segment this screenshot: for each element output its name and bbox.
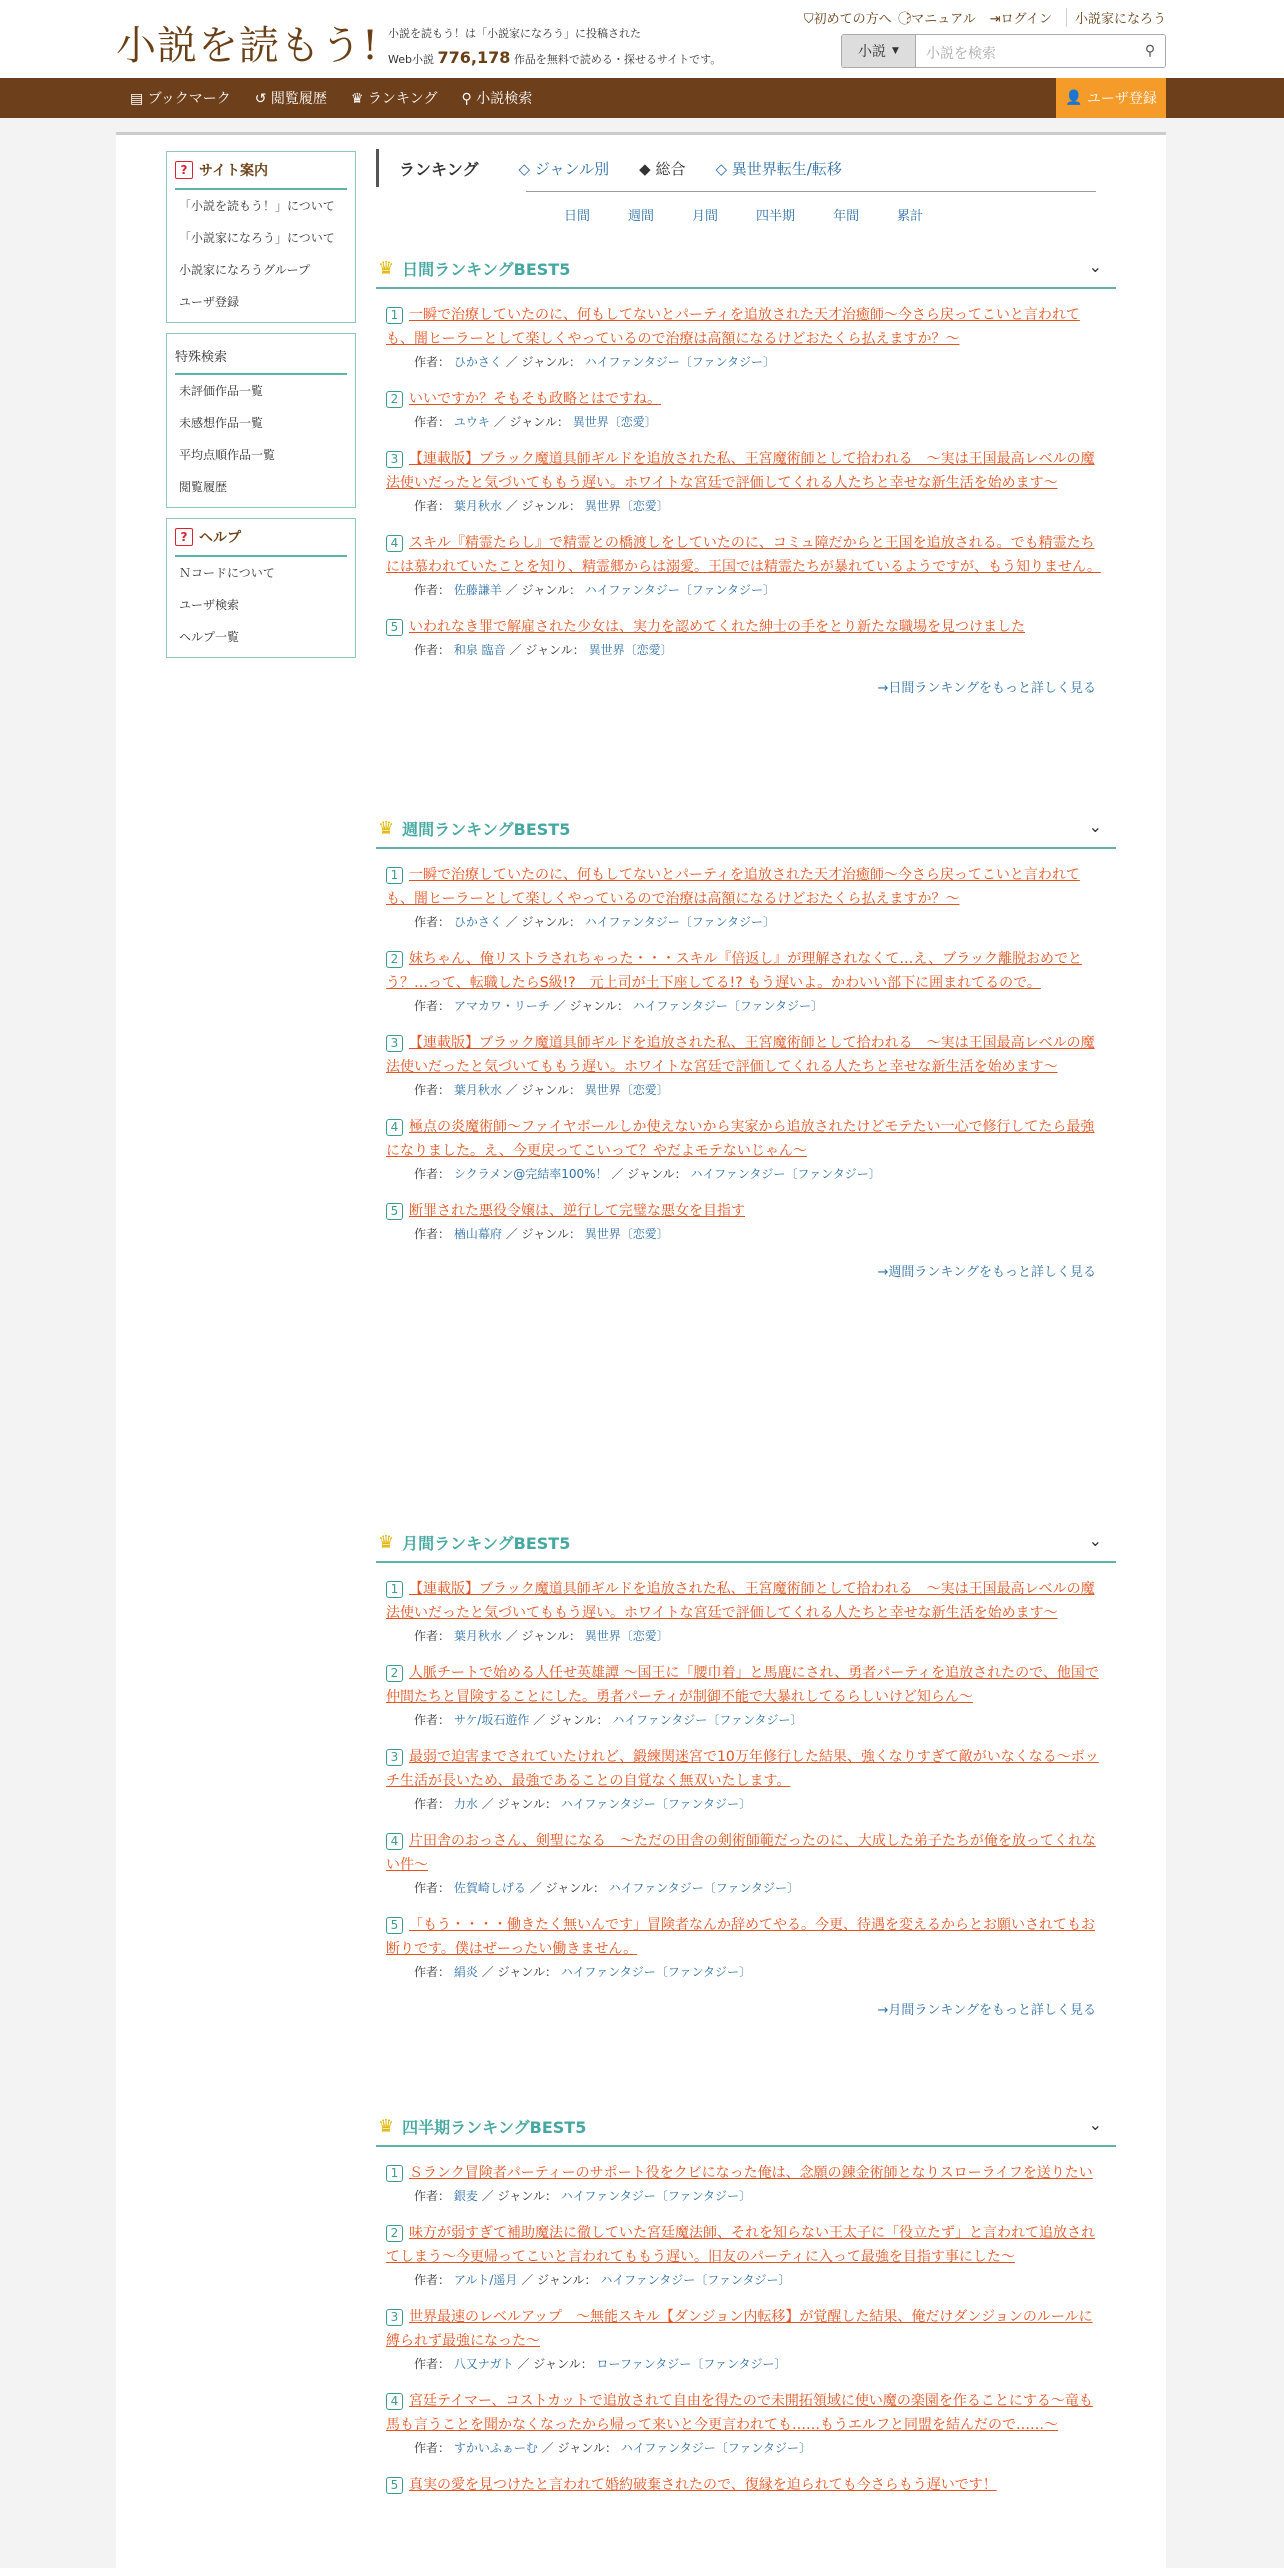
genre-label: ／ ジャンル： (521, 2273, 597, 2287)
entry-title[interactable]: 妹ちゃん、俺リストラされちゃった・・・スキル『倍返し』が理解されなくて…え、ブラック離脱おめでとう？…って、転職したらS級!? 元上司が土下座してる!? もう遅いよ。かわいい部下に囲まれてるので。 (386, 951, 1082, 991)
entry-title-link[interactable] (386, 303, 1106, 351)
search-button[interactable] (1135, 35, 1165, 67)
section-header[interactable] (376, 2107, 1116, 2147)
author-link[interactable]: アマカワ・リーチ (453, 999, 550, 1013)
entry-title[interactable]: 「もう・・・・働きたく無いんです」冒険者なんか辞めてやる。今更、待遇を変えるからとお願いされてもお断りです。僕はぜーったい働きません。 (386, 1917, 1095, 1957)
period-yearly[interactable]: 年間 (833, 209, 860, 224)
author-link[interactable]: すかいふぁーむ (453, 2441, 538, 2455)
genre-link[interactable]: 異世界〔恋愛〕 (584, 1629, 669, 1643)
entry-title[interactable]: 世界最速のレベルアップ ～無能スキル【ダンジョン内転移】が覚醒した結果、俺だけダンジョンのルールに縛られず最強になった～ (386, 2309, 1093, 2349)
genre-label: ／ ジャンル： (505, 1227, 581, 1241)
period-total[interactable]: 累計 (897, 209, 924, 224)
genre-link[interactable]: ハイファンタジー〔ファンタジー〕 (600, 2273, 791, 2287)
entry-title[interactable]: いわれなき罪で解雇された少女は、実力を認めてくれた紳士の手をとり新たな職場を見つけました (409, 619, 1025, 635)
chevron-down-icon[interactable]: ⌄ (1088, 1531, 1102, 1550)
period-weekly[interactable]: 週間 (628, 209, 655, 224)
rank-badge: 5 (386, 619, 403, 636)
tab-overall[interactable]: ◆ 総合 (639, 159, 686, 178)
section-title: 四半期ランキングBEST5 (402, 2117, 587, 2137)
search-box (841, 34, 1166, 68)
help-circle-icon: ?⃝ (905, 12, 912, 27)
entry-meta (386, 495, 1106, 517)
chevron-down-icon[interactable]: ⌄ (1088, 817, 1102, 836)
history-icon: ↺ (254, 91, 267, 107)
rank-badge: 5 (386, 1917, 403, 1934)
author-label: 作者： (414, 355, 451, 369)
author-label: 作者： (414, 1713, 451, 1727)
crown-icon: ♛ (378, 1531, 395, 1553)
entry-meta (386, 1223, 1106, 1245)
genre-label: ／ ジャンル： (529, 1881, 605, 1895)
author-label: 作者： (414, 643, 451, 657)
entry-meta (386, 1079, 1106, 1101)
entry-title-link[interactable] (386, 1745, 1106, 1793)
tagline-suffix: 作品を無料で読める・探せるサイトです。 (513, 53, 722, 66)
ranking-entry (376, 303, 1116, 373)
search-input[interactable]: 小説を検索 (916, 35, 1135, 67)
rank-badge: 2 (386, 951, 403, 968)
ranking-entry (376, 863, 1116, 933)
genre-label: ／ ジャンル： (611, 1167, 687, 1181)
genre-link[interactable]: ローファンタジー〔ファンタジー〕 (596, 2357, 787, 2371)
ranking-main (376, 149, 1116, 2493)
author-label: 作者： (414, 1227, 451, 1241)
entry-meta (386, 1163, 1106, 1185)
sidebar-item-average[interactable]: 平均点順作品一覧 (179, 448, 276, 462)
genre-link[interactable]: ハイファンタジー〔ファンタジー〕 (690, 1167, 881, 1181)
search-type-select[interactable]: 小説 ▼ (842, 35, 916, 67)
entry-title[interactable]: いいですか？そもそも政略とはですね。 (409, 391, 661, 407)
author-label: 作者： (414, 1965, 451, 1979)
entry-meta (386, 1793, 1106, 1815)
ranking-entry (376, 2161, 1116, 2207)
author-link[interactable]: 楢山幕府 (453, 1227, 502, 1241)
entry-title[interactable]: 断罪された悪役令嬢は、逆行して完璧な悪女を目指す (409, 1203, 745, 1219)
ranking-entry (376, 531, 1116, 601)
sidebar-item-ncode[interactable]: Ｎコードについて (179, 566, 275, 580)
entry-title-link[interactable] (386, 2161, 1106, 2185)
period-daily[interactable]: 日間 (564, 209, 591, 224)
entry-title[interactable]: 片田舎のおっさん、剣聖になる ～ただの田舎の剣術師範だったのに、大成した弟子たちが俺を放ってくれない件～ (386, 1833, 1096, 1873)
sidebar-item-group[interactable]: 小説家になろうグループ (179, 263, 311, 277)
entry-title-link[interactable] (386, 1829, 1106, 1877)
genre-label: ／ ジャンル： (553, 999, 629, 1013)
rank-badge: 4 (386, 2393, 403, 2410)
page-title: ランキング (399, 159, 479, 179)
author-link[interactable]: アルト/遥月 (453, 2273, 518, 2287)
site-guide-title: ? サイト案内 (175, 152, 347, 190)
rank-badge: 2 (386, 1665, 403, 1682)
chevron-down-icon[interactable]: ⌄ (1088, 2115, 1102, 2134)
entry-title[interactable]: 【連載版】ブラック魔道具師ギルドを追放された私、王宮魔術師として拾われる ～実は王国最高レベルの魔法使いだったと気づいてももう遅い。ホワイトな宮廷で評価してくれる人たちと幸せな新生活を始めます～ (386, 451, 1095, 491)
genre-link[interactable]: ハイファンタジー〔ファンタジー〕 (560, 1797, 751, 1811)
ranking-entry (376, 447, 1116, 517)
genre-link[interactable]: 異世界〔恋愛〕 (572, 415, 657, 429)
genre-label: ／ ジャンル： (505, 1083, 581, 1097)
entry-title-link[interactable] (386, 1913, 1106, 1961)
ranking-entry (376, 1115, 1116, 1185)
author-label: 作者： (414, 1083, 451, 1097)
rank-badge: 1 (386, 307, 403, 324)
rank-badge: 3 (386, 2309, 403, 2326)
rank-badge: 1 (386, 2165, 403, 2182)
ranking-entry (376, 1661, 1116, 1731)
help-title: ? ヘルプ (175, 519, 347, 557)
site-logo[interactable]: 小説を読もう! (116, 23, 380, 69)
user-icon: 👤 (1065, 90, 1087, 106)
entry-title-link[interactable] (386, 863, 1106, 911)
genre-label: ／ ジャンル： (533, 1713, 609, 1727)
entry-title-link[interactable] (386, 615, 1106, 639)
ranking-entry (376, 2305, 1116, 2375)
genre-label: ／ ジャンル： (505, 499, 581, 513)
rank-badge: 5 (386, 2477, 403, 2494)
ranking-entry (376, 2221, 1116, 2291)
author-link[interactable]: ユウキ (453, 415, 490, 429)
author-link[interactable]: サケ/坂石遊作 (453, 1713, 530, 1727)
header (0, 0, 1284, 78)
header-links (804, 8, 1166, 27)
rank-badge: 4 (386, 1119, 403, 1136)
genre-link[interactable]: ハイファンタジー〔ファンタジー〕 (584, 355, 775, 369)
rank-badge: 4 (386, 535, 403, 552)
entry-title-link[interactable] (386, 1115, 1106, 1163)
entry-title[interactable]: スキル『精霊たらし』で精霊との橋渡しをしていたのに、コミュ障だからと王国を追放される。でも精霊たちには慕われていたことを知り、精霊郷からは溺愛。王国では精霊たちが暴れているようですが、もう知りません。 (386, 535, 1101, 575)
author-link[interactable]: 絹炎 (453, 1965, 478, 1979)
genre-label: ／ ジャンル： (517, 2357, 593, 2371)
genre-label: ／ ジャンル： (509, 643, 585, 657)
ranking-entry (376, 1577, 1116, 1647)
entry-meta (386, 639, 1106, 661)
genre-label: ／ ジャンル： (493, 415, 569, 429)
ranking-section (376, 809, 1116, 1280)
entry-meta (386, 351, 1106, 373)
genre-link[interactable]: ハイファンタジー〔ファンタジー〕 (584, 583, 775, 597)
user-register-button[interactable]: 👤 ユーザ登録 (1056, 78, 1166, 118)
genre-link[interactable]: ハイファンタジー〔ファンタジー〕 (560, 1965, 751, 1979)
section-header[interactable] (376, 249, 1116, 289)
rank-badge: 3 (386, 1749, 403, 1766)
caret-down-icon: ▼ (892, 46, 899, 56)
entry-title-link[interactable] (386, 1199, 1106, 1223)
genre-label: ／ ジャンル： (541, 2441, 617, 2455)
entry-title-link[interactable] (386, 2473, 1106, 2497)
tagline-line1: 小説を読もう！は「小説家になろう」に投稿された (388, 27, 641, 40)
tab-genre[interactable]: ◇ ジャンル別 (518, 159, 610, 178)
author-link[interactable]: 佐賀崎しげる (453, 1881, 526, 1895)
special-search-title: 特殊検索 (175, 334, 347, 375)
help-box (166, 518, 356, 658)
beginner-icon: ⛉ (803, 12, 814, 27)
nav-ranking[interactable]: ♛ ランキング (350, 91, 438, 107)
question-icon: ? (175, 528, 193, 546)
sidebar-item-unrated[interactable]: 未評価作品一覧 (179, 384, 264, 398)
special-search-box (166, 333, 356, 508)
question-icon: ? (175, 161, 193, 179)
author-link[interactable]: 銀麦 (453, 2189, 478, 2203)
entry-meta (386, 995, 1106, 1017)
entry-meta (386, 1625, 1106, 1647)
genre-link[interactable]: 異世界〔恋愛〕 (588, 643, 673, 657)
author-link[interactable]: 和泉 臨音 (453, 643, 506, 657)
search-icon: ⚲ (1144, 43, 1156, 59)
more-ranking-link[interactable]: →日間ランキングをもっと詳しく見る (877, 681, 1096, 696)
entry-title[interactable]: 【連載版】ブラック魔道具師ギルドを追放された私、王宮魔術師として拾われる ～実は王国最高レベルの魔法使いだったと気づいてももう遅い。ホワイトな宮廷で評価してくれる人たちと幸せな新生活を始めます～ (386, 1035, 1095, 1075)
entry-meta (386, 911, 1106, 933)
period-quarterly[interactable]: 四半期 (756, 209, 796, 224)
author-label: 作者： (414, 415, 451, 429)
section-title: 日間ランキングBEST5 (402, 259, 571, 279)
chevron-down-icon[interactable]: ⌄ (1088, 257, 1102, 276)
ranking-section (376, 249, 1116, 696)
entry-title[interactable]: 真実の愛を見つけたと言われて婚約破棄されたので、復縁を迫られても今さらもう遅いです！ (409, 2477, 997, 2493)
author-label: 作者： (414, 2357, 451, 2371)
tagline (388, 22, 721, 72)
rank-badge: 3 (386, 451, 403, 468)
author-label: 作者： (414, 2273, 451, 2287)
author-label: 作者： (414, 583, 451, 597)
genre-link[interactable]: ハイファンタジー〔ファンタジー〕 (608, 1881, 799, 1895)
entry-title-link[interactable] (386, 2221, 1106, 2269)
entry-title[interactable]: Ｓランク冒険者パーティーのサポート役をクビになった俺は、念願の錬金術師となりスローライフを送りたい (409, 2165, 1093, 2181)
ranking-entry (376, 1829, 1116, 1899)
entry-meta (386, 2437, 1106, 2459)
crown-icon: ♛ (350, 91, 364, 107)
author-link[interactable]: ひかさく (453, 915, 502, 929)
author-link[interactable]: 葉月秋水 (453, 1083, 502, 1097)
entry-title-link[interactable] (386, 387, 1106, 411)
rank-badge: 2 (386, 2225, 403, 2242)
period-links (376, 205, 1116, 224)
ranking-section (376, 1523, 1116, 2018)
genre-link[interactable]: ハイファンタジー〔ファンタジー〕 (584, 915, 775, 929)
entry-title-link[interactable] (386, 1661, 1106, 1709)
manual-link[interactable]: ?⃝マニュアル (905, 12, 976, 27)
crown-icon: ♛ (378, 817, 395, 839)
login-link[interactable]: ⇥ログイン (989, 12, 1052, 27)
entry-title[interactable]: 極点の炎魔術師～ファイヤボールしか使えないから実家から追放されたけどモテたい一心で修行してたら最強になりました。え、今更戻ってこいって？やだよモテないじゃん～ (386, 1119, 1095, 1159)
entry-title-link[interactable] (386, 2389, 1106, 2437)
work-count: 776,178 (437, 48, 511, 67)
section-header[interactable] (376, 809, 1116, 849)
author-label: 作者： (414, 999, 451, 1013)
genre-link[interactable]: 異世界〔恋愛〕 (584, 499, 669, 513)
author-link[interactable]: シクラメン@完結率100%！ (453, 1167, 608, 1181)
sidebar-item-about-narou[interactable]: 「小説家になろう」について (179, 231, 335, 245)
author-link[interactable]: 力水 (453, 1797, 478, 1811)
tagline-prefix: Web小説 (388, 53, 434, 66)
entry-title[interactable]: 宮廷テイマー、コストカットで追放されて自由を得たので未開拓領域に使い魔の楽園を作ることにする～竜も馬も言うことを聞かなくなったから帰って来いと今更言われても……もうエルフと同盟を結んだので……～ (386, 2393, 1093, 2433)
crown-icon: ♛ (378, 257, 395, 279)
ranking-entry (376, 1913, 1116, 1983)
genre-link[interactable]: ハイファンタジー〔ファンタジー〕 (560, 2189, 751, 2203)
author-link[interactable]: 葉月秋水 (453, 499, 502, 513)
genre-link[interactable]: ハイファンタジー〔ファンタジー〕 (632, 999, 823, 1013)
tab-divider (526, 191, 1096, 192)
entry-meta (386, 411, 1106, 433)
tab-isekai[interactable]: ◇ 異世界転生/転移 (715, 159, 842, 178)
sidebar-item-history[interactable]: 閲覧履歴 (179, 480, 228, 494)
genre-label: ／ ジャンル： (505, 583, 581, 597)
rank-badge: 1 (386, 867, 403, 884)
more-ranking-link[interactable]: →月間ランキングをもっと詳しく見る (877, 2003, 1096, 2018)
entry-title[interactable]: 一瞬で治療していたのに、何もしてないとパーティを追放された天才治癒師～今さら戻ってこいと言われても、闇ヒーラーとして楽しくやっているので治療は高額になるけどおたくら払えますか？～ (386, 307, 1080, 347)
rank-badge: 5 (386, 1203, 403, 1220)
author-label: 作者： (414, 1629, 451, 1643)
content-area (116, 132, 1166, 2568)
entry-title-link[interactable] (386, 531, 1106, 579)
author-link[interactable]: 葉月秋水 (453, 1629, 502, 1643)
entry-title-link[interactable] (386, 1031, 1106, 1079)
rank-badge: 4 (386, 1833, 403, 1850)
entry-meta (386, 579, 1106, 601)
entry-title[interactable]: 一瞬で治療していたのに、何もしてないとパーティを追放された天才治癒師～今さら戻ってこいと言われても、闇ヒーラーとして楽しくやっているので治療は高額になるけどおたくら払えますか？～ (386, 867, 1080, 907)
sidebar-item-register[interactable]: ユーザ登録 (179, 295, 240, 309)
genre-label: ／ ジャンル： (481, 2189, 557, 2203)
ranking-tabs (376, 149, 1116, 187)
sidebar (166, 151, 356, 668)
ranking-entry (376, 1031, 1116, 1101)
author-link[interactable]: 佐藤謙羊 (453, 583, 502, 597)
first-time-link[interactable]: ⛉初めての方へ (803, 12, 892, 27)
nav-search[interactable]: ⚲ 小説検索 (461, 91, 533, 107)
nav-history[interactable]: ↺ 閲覧履歴 (254, 91, 327, 107)
ranking-entry (376, 2389, 1116, 2459)
sidebar-item-help-list[interactable]: ヘルプ一覧 (179, 630, 240, 644)
site-guide-box (166, 151, 356, 323)
tagline-line2 (388, 46, 721, 72)
ranking-entry (376, 387, 1116, 433)
author-label: 作者： (414, 2189, 451, 2203)
author-link[interactable]: ひかさく (453, 355, 502, 369)
bookmark-icon: ▤ (130, 91, 144, 107)
narou-logo-link[interactable]: 小説家になろう (1066, 8, 1166, 27)
entry-title-link[interactable] (386, 447, 1106, 495)
section-title: 週間ランキングBEST5 (402, 819, 571, 839)
entry-meta (386, 2185, 1106, 2207)
more-ranking-link[interactable]: →週間ランキングをもっと詳しく見る (877, 1265, 1096, 1280)
ranking-section (376, 2107, 1116, 2497)
entry-meta (386, 1709, 1106, 1731)
section-title: 月間ランキングBEST5 (402, 1533, 571, 1553)
genre-label: ／ ジャンル： (481, 1965, 557, 1979)
sidebar-item-no-review[interactable]: 未感想作品一覧 (179, 416, 264, 430)
genre-label: ／ ジャンル： (505, 915, 581, 929)
entry-meta (386, 2269, 1106, 2291)
period-monthly[interactable]: 月間 (692, 209, 719, 224)
rank-badge: 3 (386, 1035, 403, 1052)
ranking-entry (376, 2473, 1116, 2497)
rank-badge: 2 (386, 391, 403, 408)
entry-title[interactable]: 最弱で迫害までされていたけれど、鍛練関迷宮で10万年修行した結果、強くなりすぎて敵がいなくなる～ボッチ生活が長いため、最強であることの自覚なく無双いたします。 (386, 1749, 1099, 1789)
genre-link[interactable]: ハイファンタジー〔ファンタジー〕 (612, 1713, 803, 1727)
author-label: 作者： (414, 1881, 451, 1895)
genre-label: ／ ジャンル： (481, 1797, 557, 1811)
nav-bookmark[interactable]: ▤ ブックマーク (130, 91, 231, 107)
author-label: 作者： (414, 915, 451, 929)
entry-title[interactable]: 人脈チートで始める人任せ英雄譚 ～国王に「腰巾着」と馬鹿にされ、勇者パーティを追放されたので、他国で仲間たちと冒険することにした。勇者パーティが制御不能で大暴れしてるらしいけど知らん～ (386, 1665, 1099, 1705)
author-label: 作者： (414, 1797, 451, 1811)
login-icon: ⇥ (989, 12, 1001, 27)
crown-icon: ♛ (378, 2115, 395, 2137)
genre-link[interactable]: 異世界〔恋愛〕 (584, 1227, 669, 1241)
search-icon: ⚲ (461, 91, 472, 107)
entry-meta (386, 1961, 1106, 1983)
sidebar-item-user-search[interactable]: ユーザ検索 (179, 598, 240, 612)
ranking-entry (376, 1745, 1116, 1815)
entry-title-link[interactable] (386, 947, 1106, 995)
entry-title-link[interactable] (386, 1577, 1106, 1625)
author-label: 作者： (414, 1167, 451, 1181)
genre-label: ／ ジャンル： (505, 1629, 581, 1643)
entry-meta (386, 1877, 1106, 1899)
ranking-entry (376, 1199, 1116, 1245)
author-link[interactable]: 八又ナガト (453, 2357, 514, 2371)
entry-title-link[interactable] (386, 2305, 1106, 2353)
rank-badge: 1 (386, 1581, 403, 1598)
entry-title[interactable]: 味方が弱すぎて補助魔法に徹していた宮廷魔法師、それを知らない王太子に「役立たず」と言われて追放されてしまう～今更帰ってこいと言われてももう遅い。旧友のパーティに入って最強を目指す事にした～ (386, 2225, 1095, 2265)
section-header[interactable] (376, 1523, 1116, 1563)
author-label: 作者： (414, 499, 451, 513)
genre-link[interactable]: ハイファンタジー〔ファンタジー〕 (620, 2441, 811, 2455)
genre-label: ／ ジャンル： (505, 355, 581, 369)
main-nav (0, 78, 1284, 118)
ranking-entry (376, 615, 1116, 661)
genre-link[interactable]: 異世界〔恋愛〕 (584, 1083, 669, 1097)
entry-meta (386, 2353, 1106, 2375)
sidebar-item-about-yomou[interactable]: 「小説を読もう！」について (179, 199, 335, 213)
entry-title[interactable]: 【連載版】ブラック魔道具師ギルドを追放された私、王宮魔術師として拾われる ～実は王国最高レベルの魔法使いだったと気づいてももう遅い。ホワイトな宮廷で評価してくれる人たちと幸せな新生活を始めます～ (386, 1581, 1095, 1621)
ranking-entry (376, 947, 1116, 1017)
author-label: 作者： (414, 2441, 451, 2455)
